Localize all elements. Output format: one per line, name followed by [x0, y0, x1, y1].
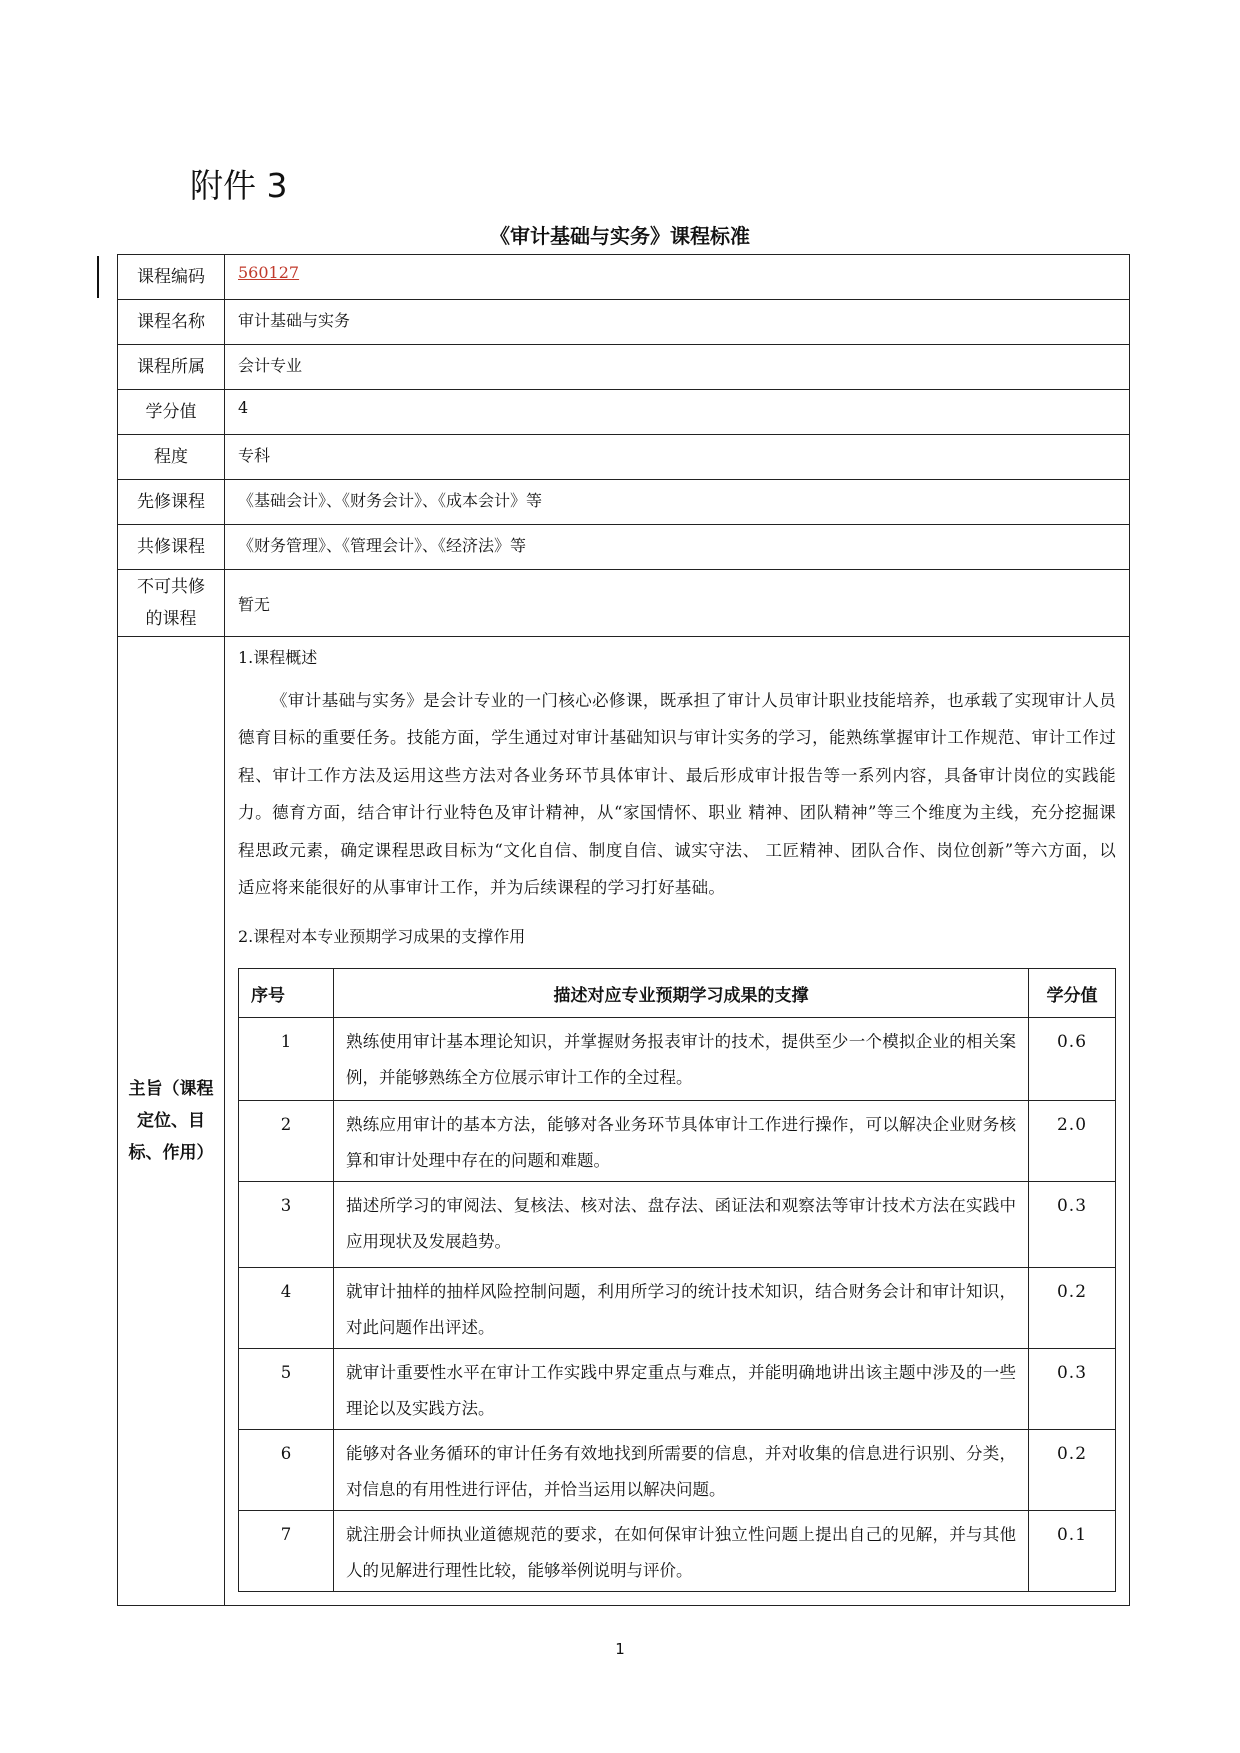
- row-desc: 描述所学习的审阅法、复核法、核对法、盘存法、函证法和观察法等审计技术方法在实践中应用现状及发展趋势。: [334, 1182, 1029, 1268]
- row-no: 5: [239, 1349, 334, 1430]
- row-no: 4: [239, 1268, 334, 1349]
- document-title: 《审计基础与实务》课程标准: [490, 224, 750, 248]
- info-label: 课程编码: [118, 255, 225, 300]
- table-row: [239, 1101, 1116, 1182]
- row-credit: 0.3: [1029, 1349, 1116, 1430]
- row-credit: 0.6: [1029, 1018, 1116, 1101]
- row-credit: 0.2: [1029, 1268, 1116, 1349]
- info-label: 先修课程: [118, 480, 225, 525]
- row-no: 3: [239, 1182, 334, 1268]
- attachment-label: 附件 3: [190, 166, 288, 205]
- info-value: 《财务管理》、《管理会计》、《经济法》等: [225, 525, 1130, 570]
- row-desc: 就审计重要性水平在审计工作实践中界定重点与难点，并能明确地讲出该主题中涉及的一些理论以及实践方法。: [334, 1349, 1029, 1430]
- row-credit: 2.0: [1029, 1101, 1116, 1182]
- info-value: 4: [225, 390, 1130, 435]
- info-label: 学分值: [118, 390, 225, 435]
- row-desc: 能够对各业务循环的审计任务有效地找到所需要的信息，并对收集的信息进行识别、分类，对信息的有用性进行评估，并恰当运用以解决问题。: [334, 1430, 1029, 1511]
- table-row: [239, 1018, 1116, 1101]
- info-label: 课程所属: [118, 345, 225, 390]
- info-row-credits: [118, 390, 1130, 435]
- info-row-code: [118, 255, 1130, 300]
- page-number: 1: [615, 1640, 625, 1658]
- purpose-content: [225, 637, 1130, 1606]
- row-desc: 熟练使用审计基本理论知识，并掌握财务报表审计的技术，提供至少一个模拟企业的相关案例，并能够熟练全方位展示审计工作的全过程。: [334, 1018, 1029, 1101]
- info-label: 共修课程: [118, 525, 225, 570]
- header-desc: 描述对应专业预期学习成果的支撑: [334, 969, 1029, 1018]
- row-credit: 0.3: [1029, 1182, 1116, 1268]
- outcomes-table: [238, 968, 1116, 1592]
- info-row-prerequisites: [118, 480, 1130, 525]
- row-no: 7: [239, 1511, 334, 1592]
- info-label: 不可共修 的课程: [118, 570, 225, 637]
- row-no: 2: [239, 1101, 334, 1182]
- overview-paragraph: 《审计基础与实务》是会计专业的一门核心必修课，既承担了审计人员审计职业技能培养，也承载了实现审计人员德育目标的重要任务。技能方面，学生通过对审计基础知识与审计实务的学习，能熟练掌握审计工作规范、审计工作过程、审计工作方法及运用这些方法对各业务环节具体审计、最后形成审计报告等一系列内容，具备审计岗位的实践能力。德育方面，结合审计行业特色及审计精神，从“家国情怀、职业 精神、团队精神”等三个维度为主线，充分挖掘课程思政元素，确定课程思政目标为“文化自信、制度自信、诚实守法、 工匠精神、团队合作、岗位创新”等六方面，以适应将来能很好的从事审计工作，并为后续课程的学习打好基础。: [238, 691, 1116, 898]
- row-desc: 就注册会计师执业道德规范的要求，在如何保审计独立性问题上提出自己的见解，并与其他人的见解进行理性比较，能够举例说明与评价。: [334, 1511, 1029, 1592]
- info-value: 专科: [225, 435, 1130, 480]
- table-row: [239, 1511, 1116, 1592]
- table-row: [239, 1349, 1116, 1430]
- header-no: 序号: [239, 969, 334, 1018]
- text-cursor: [97, 256, 99, 298]
- section-title-support: 2.课程对本专业预期学习成果的支撑作用: [238, 927, 526, 947]
- purpose-label: 主旨（课程 定位、目 标、作用）: [118, 637, 225, 1606]
- row-desc: 就审计抽样的抽样风险控制问题，利用所学习的统计技术知识，结合财务会计和审计知识，对此问题作出评述。: [334, 1268, 1029, 1349]
- purpose-row: [118, 637, 1130, 1606]
- info-row-level: [118, 435, 1130, 480]
- table-row: [239, 1430, 1116, 1511]
- info-label: 课程名称: [118, 300, 225, 345]
- info-row-affiliation: [118, 345, 1130, 390]
- course-code-value[interactable]: 560127: [238, 263, 300, 282]
- row-no: 1: [239, 1018, 334, 1101]
- outcomes-header-row: [239, 969, 1116, 1018]
- table-row: [239, 1268, 1116, 1349]
- row-desc: 熟练应用审计的基本方法，能够对各业务环节具体审计工作进行操作，可以解决企业财务核算和审计处理中存在的问题和难题。: [334, 1101, 1029, 1182]
- info-row-name: [118, 300, 1130, 345]
- info-row-corequisites: [118, 525, 1130, 570]
- header-credit: 学分值: [1029, 969, 1116, 1018]
- info-row-exclusive: [118, 570, 1130, 637]
- row-no: 6: [239, 1430, 334, 1511]
- info-value: 《基础会计》、《财务会计》、《成本会计》等: [225, 480, 1130, 525]
- info-value: 会计专业: [225, 345, 1130, 390]
- course-standard-table: [117, 254, 1130, 1606]
- info-label: 程度: [118, 435, 225, 480]
- info-value: 审计基础与实务: [225, 300, 1130, 345]
- table-row: [239, 1182, 1116, 1268]
- section-title-overview: 1.课程概述: [238, 648, 318, 667]
- row-credit: 0.1: [1029, 1511, 1116, 1592]
- info-value: 暂无: [225, 570, 1130, 637]
- row-credit: 0.2: [1029, 1430, 1116, 1511]
